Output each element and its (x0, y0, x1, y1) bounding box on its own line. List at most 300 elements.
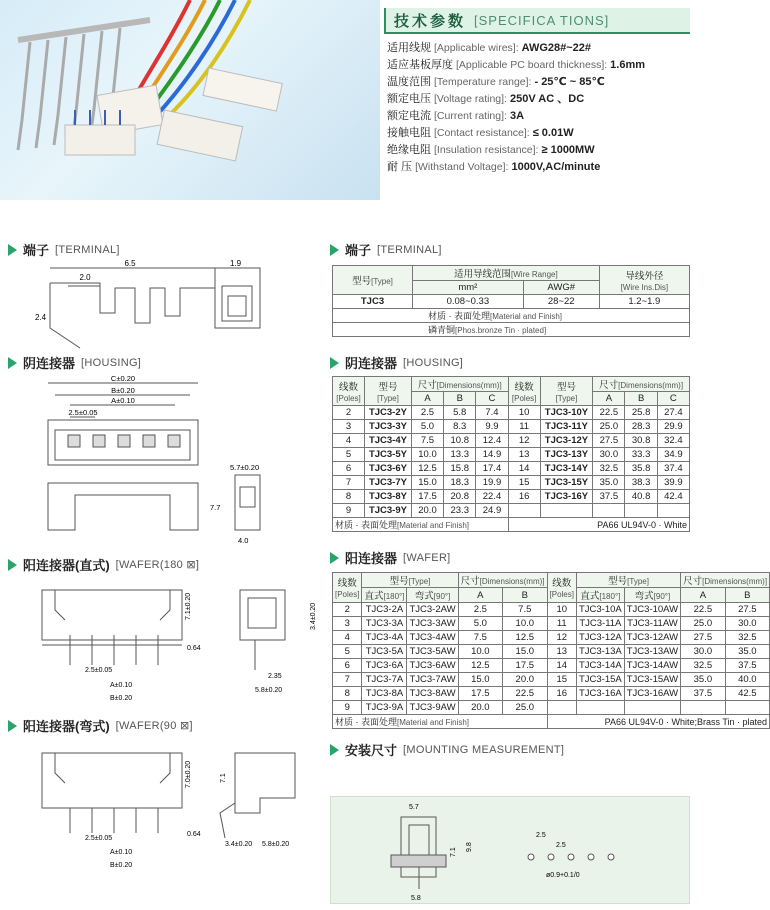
spec-row (387, 74, 687, 91)
cell: TJC3-12AW (624, 631, 680, 645)
section-wafer-bent (8, 716, 193, 735)
cell: 10.0 (411, 448, 443, 462)
cell: 17.5 (503, 659, 547, 673)
table-row (333, 295, 690, 309)
cell: TJC3-3A (362, 617, 407, 631)
dim-label: 6.5 (124, 259, 136, 268)
col-awg: AWG# (523, 281, 599, 295)
dim-label: 2.0 (79, 273, 91, 282)
col-poles-en: [Poles] (336, 393, 361, 403)
dim-label: 9.8 (466, 842, 473, 852)
triangle-bullet-icon (8, 559, 17, 571)
cell: TJC3-8AW (407, 687, 458, 701)
cell: TJC3-12Y (540, 434, 593, 448)
cell (725, 701, 769, 715)
spec-row (387, 159, 687, 176)
dim-label: ø0.9+0.1/0 (546, 872, 580, 879)
col-dims-en: [Dimensions(mm)] (436, 381, 502, 390)
table-row (333, 617, 770, 631)
col-poles: 线数 (337, 578, 357, 589)
cell: TJC3-3AW (407, 617, 458, 631)
wafer-bent-drawing (30, 743, 325, 873)
cell: 30.0 (725, 617, 769, 631)
spec-key: 耐 压 (387, 161, 413, 173)
table-row (333, 659, 770, 673)
cell (681, 701, 725, 715)
cell: 7 (333, 476, 365, 490)
cell: 15.0 (458, 673, 502, 687)
terminal-drawing (35, 258, 300, 348)
dim-label: A±0.10 (110, 682, 133, 689)
spec-row (387, 57, 687, 74)
spec-key: 适用线规 (387, 42, 431, 54)
cell: 25.0 (681, 617, 725, 631)
dim-label: B±0.20 (110, 695, 133, 702)
cell: 18.3 (444, 476, 476, 490)
cell: 8 (333, 687, 362, 701)
section-title-en: [MOUNTING MEASUREMENT] (403, 743, 565, 756)
col-b: B (503, 588, 547, 603)
cell: 22.5 (681, 603, 725, 617)
spec-value: 1000V,AC/minute (511, 161, 601, 173)
spec-value: AWG28#~22# (521, 42, 592, 54)
dim-label: 5.7 (409, 804, 419, 811)
cell: TJC3-13A (576, 645, 624, 659)
cell (508, 504, 540, 518)
cell: 38.3 (625, 476, 657, 490)
cell: 9 (333, 504, 365, 518)
cell: TJC3-15A (576, 673, 624, 687)
section-title: 阳连接器(弯式) (23, 719, 110, 734)
cell: TJC3-10AW (624, 603, 680, 617)
table-row (333, 645, 770, 659)
wafer-straight-image (65, 125, 135, 155)
spec-header (384, 8, 690, 34)
cell: 27.5 (593, 434, 625, 448)
cell: 24.9 (476, 504, 508, 518)
col-mm2: mm² (413, 281, 524, 295)
cell: 42.5 (725, 687, 769, 701)
spec-row (387, 142, 687, 159)
col-type: 型号 (352, 276, 372, 287)
cell: 12.5 (503, 631, 547, 645)
cell: 17.5 (411, 490, 443, 504)
cell (576, 701, 624, 715)
cell: TJC3-16A (576, 687, 624, 701)
cell: 11 (547, 617, 576, 631)
cell: 15 (508, 476, 540, 490)
cell (625, 504, 657, 518)
section-title: 端子 (23, 243, 50, 258)
table-row (333, 673, 770, 687)
section-title-en: [WAFER(90 ⊠] (115, 720, 193, 732)
table-row (333, 490, 690, 504)
dim-label: 7.1 (450, 847, 457, 857)
cell: 40.8 (625, 490, 657, 504)
cell: TJC3-14AW (624, 659, 680, 673)
col-type-en: [Type] (408, 577, 431, 586)
dim-label: 5.8±0.20 (255, 687, 283, 694)
section-housing-left (8, 353, 141, 372)
product-photo (0, 0, 380, 200)
section-terminal-left (8, 240, 120, 259)
cell: 6 (333, 462, 365, 476)
col-wire-od: 导线外径 (625, 270, 664, 282)
cell: 5 (333, 645, 362, 659)
dim-label: 2.5±0.05 (85, 835, 113, 842)
connector-photo-illustration (0, 0, 380, 200)
spec-key-en: [Applicable wires]: (434, 42, 519, 54)
cell: 7.4 (476, 406, 508, 420)
col-poles: 线数 (552, 578, 572, 589)
cell (593, 504, 625, 518)
dim-label: B±0.20 (111, 386, 135, 395)
cell: 1.2~1.9 (599, 295, 689, 309)
cell: 2 (333, 406, 365, 420)
col-c: C (657, 392, 689, 406)
cell: TJC3 (333, 295, 413, 309)
col-type: 型号 (556, 381, 576, 393)
cell: TJC3-2A (362, 603, 407, 617)
material-label-en: [Material and Finish] (397, 718, 470, 727)
cell: 5.8 (444, 406, 476, 420)
col-poles-en: [Poles] (335, 590, 360, 599)
col-type: 型号 (378, 381, 398, 393)
section-housing-right (330, 353, 463, 372)
col-dims: 尺寸 (683, 576, 703, 587)
spec-value: 1.6mm (610, 59, 646, 71)
cell: 9.9 (476, 420, 508, 434)
cell: TJC3-16Y (540, 490, 593, 504)
spec-row (387, 125, 687, 142)
col-b: B (725, 588, 769, 603)
cell: 10 (547, 603, 576, 617)
cell: 27.4 (657, 406, 689, 420)
dim-label: 0.64 (187, 645, 201, 652)
section-title-en: [HOUSING] (403, 356, 464, 369)
cell: TJC3-13AW (624, 645, 680, 659)
dim-label: 2.5 (536, 832, 546, 839)
spec-key-en: [Voltage rating]: (434, 93, 507, 105)
cell: 27.5 (681, 631, 725, 645)
cell: 28.3 (625, 420, 657, 434)
cell: 3 (333, 617, 362, 631)
cell: 11 (508, 420, 540, 434)
cell: TJC3-10A (576, 603, 624, 617)
material-label-en: [Material and Finish] (490, 312, 563, 321)
spec-row (387, 91, 687, 108)
cell: 35.0 (593, 476, 625, 490)
col-type-en: [Type] (377, 393, 399, 403)
spec-key: 接触电阻 (387, 127, 431, 139)
spec-key-en: [Withstand Voltage]: (415, 161, 509, 173)
col-dims-en: [Dimensions(mm)] (618, 381, 684, 390)
terminal-table (332, 265, 690, 337)
dim-label: 4.0 (238, 536, 249, 545)
dim-label: C±0.20 (110, 374, 136, 383)
section-mounting (330, 740, 564, 759)
col-bent: 弯式 (414, 591, 434, 602)
cell: 25.0 (503, 701, 547, 715)
cell: 5.0 (458, 617, 502, 631)
cell: TJC3-9Y (365, 504, 412, 518)
dim-label: 5.8 (411, 895, 421, 902)
mounting-panel (330, 796, 690, 904)
triangle-bullet-icon (330, 744, 339, 756)
col-bent-en: [90°] (433, 592, 451, 601)
cell: TJC3-13Y (540, 448, 593, 462)
col-type: 型号 (389, 576, 409, 587)
cell: 0.08~0.33 (413, 295, 524, 309)
cell: 6 (333, 659, 362, 673)
cell: TJC3-11A (576, 617, 624, 631)
table-row (333, 687, 770, 701)
cell: 25.8 (625, 406, 657, 420)
cell: 32.4 (657, 434, 689, 448)
cell: TJC3-7Y (365, 476, 412, 490)
cell: 22.5 (503, 687, 547, 701)
cell: 37.4 (657, 462, 689, 476)
cell: 35.8 (625, 462, 657, 476)
cell (657, 504, 689, 518)
section-title: 阳连接器 (345, 551, 398, 566)
cell: 17.4 (476, 462, 508, 476)
spec-title: 技术参数 (394, 12, 467, 30)
cell: TJC3-14Y (540, 462, 593, 476)
spec-key-en: [Current rating]: (434, 110, 507, 122)
section-title-en: [HOUSING] (81, 356, 142, 369)
col-dims-en: [Dimensions(mm)] (702, 577, 768, 586)
col-dims: 尺寸 (417, 380, 437, 391)
cell: TJC3-2AW (407, 603, 458, 617)
material-label: 材质 · 表面处理 (335, 520, 397, 530)
section-title-en: [WAFER(180 ⊠] (115, 559, 200, 571)
cell: TJC3-5Y (365, 448, 412, 462)
cell: TJC3-8A (362, 687, 407, 701)
cell: TJC3-7AW (407, 673, 458, 687)
housing-table (332, 376, 690, 532)
material-value: 磷青铜 (428, 325, 456, 335)
cell (547, 701, 576, 715)
col-poles-en: [Poles] (511, 393, 537, 403)
cell: 39.9 (657, 476, 689, 490)
cell: TJC3-4A (362, 631, 407, 645)
section-title: 阴连接器 (345, 356, 398, 371)
cell: 7.5 (411, 434, 443, 448)
cell: 40.0 (725, 673, 769, 687)
section-title: 安装尺寸 (345, 743, 398, 758)
cell: 37.5 (593, 490, 625, 504)
cell: 37.5 (725, 659, 769, 673)
cell: 2.5 (458, 603, 502, 617)
table-row (333, 603, 770, 617)
col-straight: 直式 (580, 591, 600, 602)
cell: 2.5 (411, 406, 443, 420)
cell: 16 (508, 490, 540, 504)
col-a: A (458, 588, 502, 603)
cell: 35.0 (681, 673, 725, 687)
cell: TJC3-16AW (624, 687, 680, 701)
col-straight-en: [180°] (599, 592, 621, 601)
triangle-bullet-icon (8, 720, 17, 732)
spec-key-en: [Insulation resistance]: (434, 144, 539, 156)
cell: 22.5 (593, 406, 625, 420)
cell: 22.4 (476, 490, 508, 504)
col-a: A (681, 588, 725, 603)
col-bent: 弯式 (634, 591, 654, 602)
cell: 29.9 (657, 420, 689, 434)
cell: 20.0 (411, 504, 443, 518)
section-title-en: [TERMINAL] (55, 243, 120, 256)
col-wire-od-en: [Wire Ins.Dis] (620, 282, 669, 292)
cell: 12 (547, 631, 576, 645)
cell: 12.5 (411, 462, 443, 476)
table-row (333, 631, 770, 645)
cell: 17.5 (458, 687, 502, 701)
dim-label: 1.9 (230, 259, 242, 268)
cell: 13 (508, 448, 540, 462)
table-row (333, 476, 690, 490)
cell: 25.0 (593, 420, 625, 434)
triangle-bullet-icon (330, 244, 339, 256)
cell: 4 (333, 434, 365, 448)
cell: 15.0 (411, 476, 443, 490)
cell: TJC3-4AW (407, 631, 458, 645)
col-dims: 尺寸 (599, 380, 619, 391)
cell: 32.5 (593, 462, 625, 476)
spec-value: 3A (509, 110, 525, 122)
spec-key: 适应基板厚度 (387, 59, 453, 71)
dim-label: 2.4 (35, 313, 47, 322)
spec-list (387, 40, 687, 176)
col-c: C (476, 392, 508, 406)
cell: 33.3 (625, 448, 657, 462)
col-wire-range: 适用导线范围 (454, 269, 512, 280)
cell: TJC3-9AW (407, 701, 458, 715)
spec-row (387, 108, 687, 125)
dim-label: 2.5 (556, 842, 566, 849)
cell: TJC3-2Y (365, 406, 412, 420)
material-value: PA66 UL94V-0 · White (508, 518, 689, 532)
dim-label: 3.4±0.20 (225, 841, 253, 848)
cell: TJC3-15Y (540, 476, 593, 490)
cell: TJC3-5AW (407, 645, 458, 659)
dim-label: 5.8±0.20 (262, 841, 290, 848)
cell: TJC3-12A (576, 631, 624, 645)
section-title: 阳连接器(直式) (23, 558, 110, 573)
cell: 12.4 (476, 434, 508, 448)
cell: 8 (333, 490, 365, 504)
mounting-drawing (331, 797, 691, 905)
cell: TJC3-8Y (365, 490, 412, 504)
table-row (333, 406, 690, 420)
dim-label: A±0.10 (111, 396, 135, 405)
cell: 7.5 (503, 603, 547, 617)
table-row (333, 448, 690, 462)
spec-row (387, 40, 687, 57)
material-label-en: [Material and Finish] (397, 521, 470, 530)
cell: 15.0 (503, 645, 547, 659)
col-type-en: [Type] (627, 577, 649, 586)
col-poles-en: [Poles] (549, 590, 574, 599)
dim-label: 7.1 (220, 773, 227, 783)
table-row (333, 434, 690, 448)
cell: 13.3 (444, 448, 476, 462)
col-dims: 尺寸 (460, 576, 480, 587)
spec-value: 250V AC 、DC (509, 93, 585, 105)
cell: TJC3-11AW (624, 617, 680, 631)
cell: 10.0 (458, 645, 502, 659)
cell: TJC3-7A (362, 673, 407, 687)
cell: 30.0 (593, 448, 625, 462)
col-type-en: [Type] (555, 393, 578, 403)
spec-value: ≥ 1000MW (541, 144, 595, 156)
cell: 15.8 (444, 462, 476, 476)
cell: 20.8 (444, 490, 476, 504)
section-wafer-straight (8, 555, 199, 574)
dim-label: 7.1±0.20 (185, 592, 192, 620)
cell: 28~22 (523, 295, 599, 309)
cell: 9 (333, 701, 362, 715)
col-a: A (411, 392, 443, 406)
wafer-straight-drawing (30, 580, 325, 705)
cell: 8.3 (444, 420, 476, 434)
col-type: 型号 (608, 576, 628, 587)
cell: 10 (508, 406, 540, 420)
triangle-bullet-icon (8, 244, 17, 256)
material-label: 材质 · 表面处理 (335, 717, 397, 727)
cell: 4 (333, 631, 362, 645)
cell: 20.0 (503, 673, 547, 687)
cell: 32.5 (725, 631, 769, 645)
dim-label: A±0.10 (110, 849, 133, 856)
cell: 14.9 (476, 448, 508, 462)
cell: 34.9 (657, 448, 689, 462)
housing-large-image (203, 68, 282, 111)
cell: 19.9 (476, 476, 508, 490)
material-value-en: [Phos.bronze Tin · plated] (455, 326, 547, 335)
table-row (333, 504, 690, 518)
spec-key: 额定电压 (387, 93, 431, 105)
table-row (333, 420, 690, 434)
cell: 2 (333, 603, 362, 617)
cell: 5 (333, 448, 365, 462)
col-dims-en: [Dimensions(mm)] (479, 577, 545, 586)
cell: TJC3-15AW (624, 673, 680, 687)
wafer-bent-image (157, 110, 243, 161)
cell: 7 (333, 673, 362, 687)
cell: 14 (508, 462, 540, 476)
cell: 23.3 (444, 504, 476, 518)
dim-label: 7.7 (210, 503, 221, 512)
triangle-bullet-icon (330, 552, 339, 564)
col-straight-en: [180°] (383, 592, 405, 601)
table-row (333, 701, 770, 715)
dim-label: 3.4±0.20 (310, 602, 317, 630)
col-bent-en: [90°] (653, 592, 671, 601)
cell: 37.5 (681, 687, 725, 701)
material-label: 材质 · 表面处理 (428, 311, 490, 321)
cell: TJC3-6Y (365, 462, 412, 476)
cell: 15 (547, 673, 576, 687)
cell: 14 (547, 659, 576, 673)
cell: 30.0 (681, 645, 725, 659)
section-title: 阴连接器 (23, 356, 76, 371)
cell: 16 (547, 687, 576, 701)
section-title: 端子 (345, 243, 372, 258)
col-poles: 线数 (339, 381, 359, 393)
cell: TJC3-6AW (407, 659, 458, 673)
